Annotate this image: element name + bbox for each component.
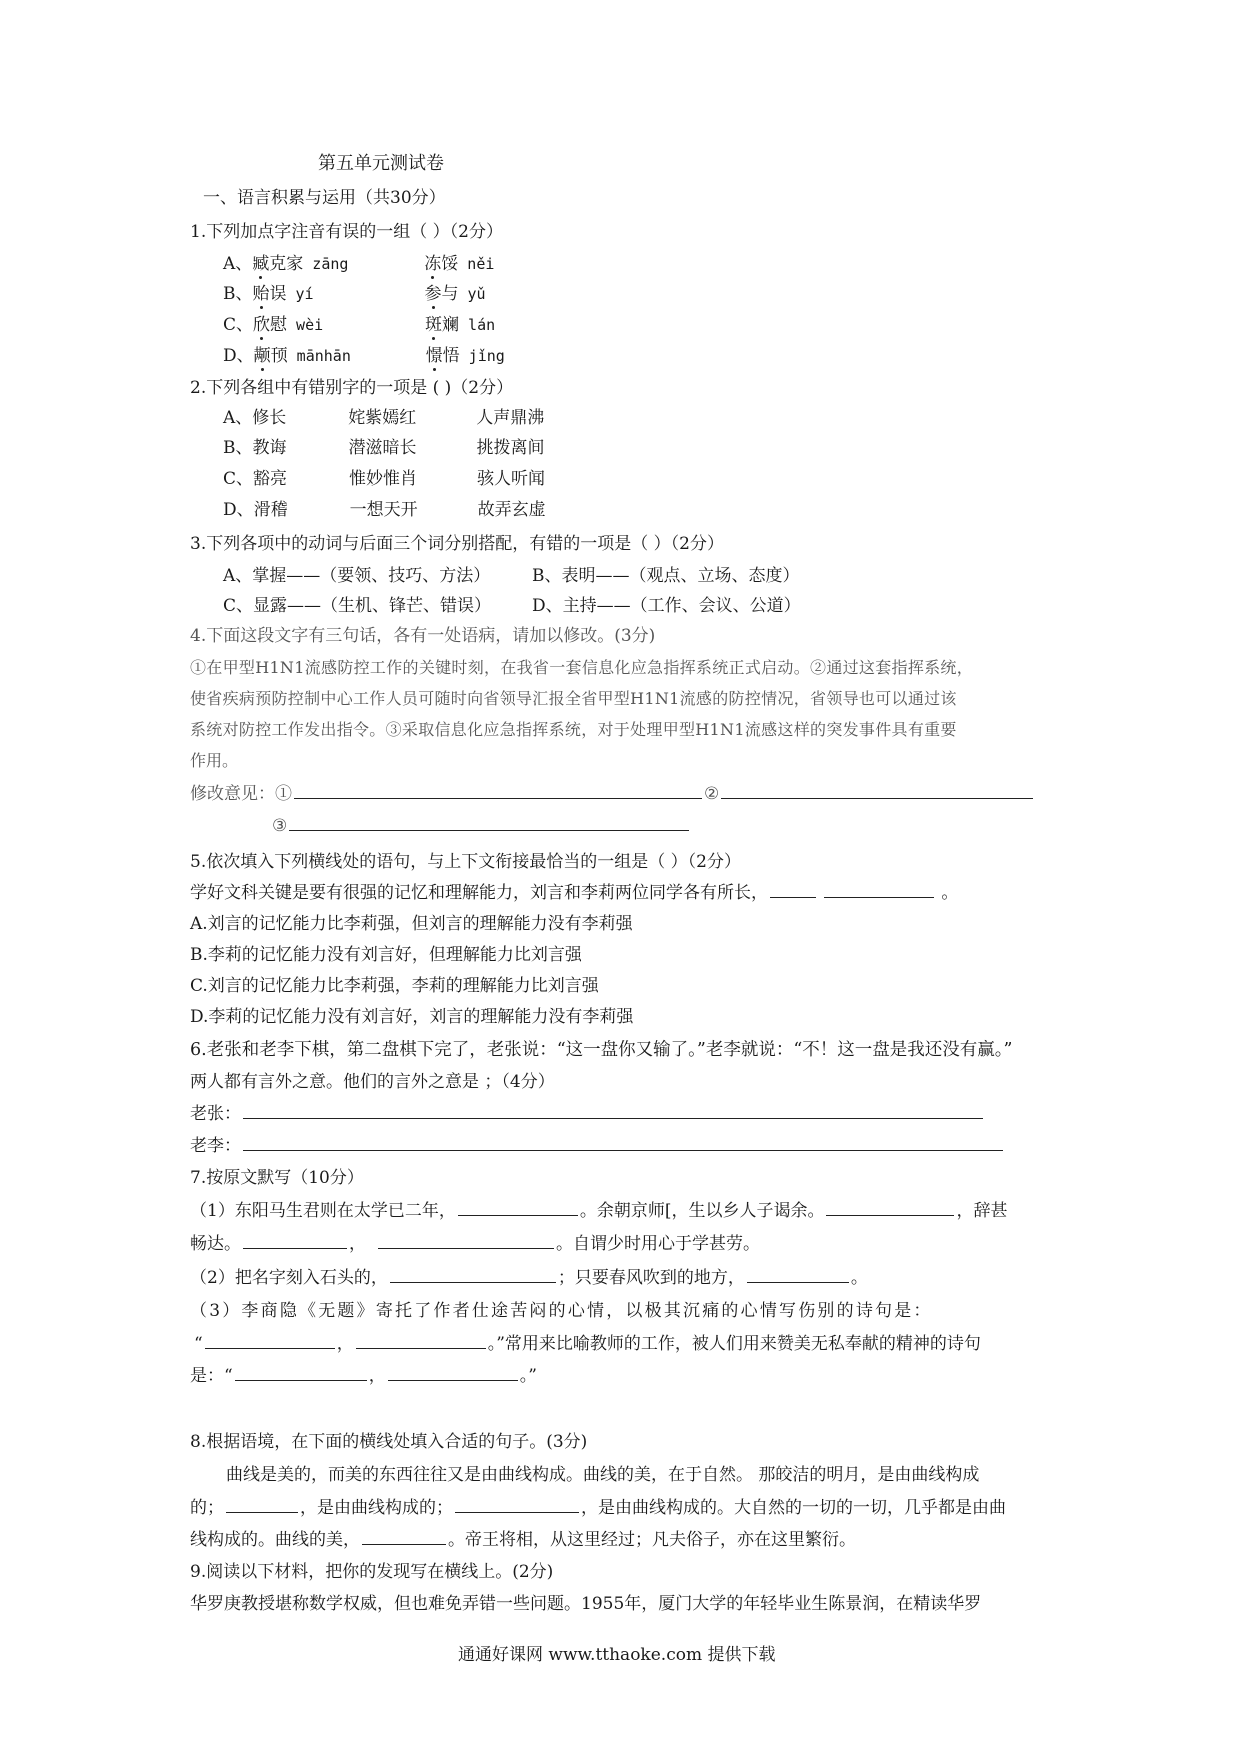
dotted-char: 参 — [424, 284, 442, 304]
text: ，是由曲线构成的； — [300, 1498, 453, 1518]
answer-blank[interactable] — [226, 1494, 298, 1513]
word-a: 修长 — [252, 408, 287, 428]
answer-blank[interactable] — [243, 1100, 983, 1119]
question-5-option-d: D.李莉的记忆能力没有刘言好，刘言的理解能力没有李莉强 — [190, 1007, 634, 1027]
word-a: 滑稽 — [253, 500, 288, 520]
answer-blank[interactable] — [826, 1197, 954, 1216]
question-4-answer-row-2 — [272, 812, 691, 840]
pinyin: wèi — [287, 316, 324, 334]
text: 的； — [190, 1498, 224, 1518]
text: 。帝王将相，从这里经过；凡夫俗子，亦在这里繁衍。 — [448, 1530, 856, 1550]
question-7-line-2 — [190, 1230, 760, 1258]
word-a: 教诲 — [252, 438, 287, 458]
question-7-line-3 — [190, 1264, 868, 1292]
question-9-stem: 9.阅读以下材料，把你的发现写在横线上。(2分) — [190, 1562, 554, 1582]
answer-blank[interactable] — [390, 1264, 556, 1283]
question-4-paragraph-line: ①在甲型H1N1流感防控工作的关键时刻，在我省一套信息化应急指挥系统正式启动。②通过这套指挥系统， — [190, 658, 974, 677]
question-2-option — [223, 434, 545, 462]
word-with-pinyin — [253, 280, 425, 308]
question-1-stem: 1.下列加点字注音有误的一组（ ）（2分） — [190, 222, 503, 242]
dotted-char: 欣 — [253, 315, 271, 335]
answer-blank[interactable] — [356, 1330, 486, 1349]
word-c: 人声鼎沸 — [476, 408, 545, 428]
pinyin: zāng — [303, 255, 349, 273]
context-end: 。 — [941, 883, 959, 903]
question-4-paragraph-line: 系统对防控工作发出指令。③采取信息化应急指挥系统，对于处理甲型H1N1流感这样的突发事件具有重要 — [190, 720, 957, 739]
answer-blank[interactable] — [289, 812, 689, 831]
word-rest: 与 — [441, 284, 459, 304]
answer-blank[interactable] — [455, 1494, 579, 1513]
text: 。” — [519, 1366, 537, 1386]
question-2-option — [223, 496, 546, 524]
text: ， — [368, 1366, 386, 1386]
question-4-answer-row-1 — [190, 780, 1035, 808]
text: 畅达。 — [190, 1234, 241, 1254]
answer-blank[interactable] — [770, 879, 816, 898]
revision-marker-2: ② — [704, 784, 720, 804]
question-5-stem: 5.依次填入下列横线处的语句，与上下文衔接最恰当的一组是（ ）（2分） — [190, 852, 741, 872]
text: （2）把名字刻入石头的， — [190, 1268, 388, 1288]
text: ，辞甚 — [956, 1201, 1008, 1221]
word-with-pinyin — [253, 311, 425, 339]
question-7-line-4: （3）李商隐《无题》寄托了作者仕途苦闷的心情，以极其沉痛的心情写伤别的诗句是： — [190, 1301, 933, 1321]
option-label: A、 — [223, 408, 253, 428]
question-5-context — [190, 879, 958, 907]
question-6-stem-line-1: 6.老张和老李下棋，第二盘棋下完了，老张说：“这一盘你又输了。”老李就说：“不！这一盘是我还没有赢。” — [190, 1040, 1013, 1060]
answer-blank[interactable] — [362, 1526, 446, 1545]
question-7-line-1 — [190, 1197, 1007, 1225]
answer-blank[interactable] — [824, 879, 934, 898]
text: （1）东阳马生君则在太学已二年， — [190, 1201, 456, 1221]
word-b: 姹紫嫣红 — [348, 408, 417, 428]
answer-blank[interactable] — [243, 1132, 1003, 1151]
pinyin: yǔ — [458, 285, 486, 303]
word-rest: 馁 — [441, 254, 459, 274]
question-3-stem: 3.下列各项中的动词与后面三个词分别搭配，有错的一项是（ ）（2分） — [190, 534, 724, 554]
question-6-stem-line-2: 两人都有言外之意。他们的言外之意是 ；（4分） — [190, 1072, 555, 1092]
question-2-option — [223, 404, 544, 432]
question-1-option — [223, 311, 495, 339]
revision-marker-3: ③ — [272, 816, 288, 836]
word-rest: 斓 — [442, 315, 460, 335]
option-label: D、 — [223, 500, 254, 520]
answer-blank[interactable] — [721, 780, 1033, 799]
pinyin: jǐng — [459, 347, 505, 365]
question-8-line-3 — [190, 1526, 856, 1554]
text: “ — [194, 1334, 203, 1354]
question-1-option — [223, 250, 494, 278]
word-with-pinyin — [254, 342, 426, 370]
dotted-char: 斑 — [425, 315, 443, 335]
pinyin: mānhān — [287, 347, 351, 365]
text: 是：“ — [190, 1366, 233, 1386]
word-c: 故弄玄虚 — [477, 500, 546, 520]
question-3-option-c: C、显露——（生机、锋芒、错误） — [223, 596, 492, 616]
question-7-line-5 — [194, 1330, 981, 1358]
word-b: 潜滋暗长 — [348, 438, 417, 458]
text: 。”常用来比喻教师的工作，被人们用来赞美无私奉献的精神的诗句 — [487, 1334, 981, 1354]
word-rest: 慰 — [270, 315, 288, 335]
section-heading: 一、语言积累与运用（共30分） — [203, 188, 446, 208]
word-a: 豁亮 — [253, 469, 288, 489]
dotted-char: 憬 — [425, 346, 443, 366]
question-4-stem: 4.下面这段文字有三句话，各有一处语病，请加以修改。(3分) — [190, 626, 656, 646]
question-1-option — [223, 280, 486, 308]
text: 。自谓少时用心于学甚劳。 — [556, 1234, 760, 1254]
dotted-char: 贻 — [252, 284, 270, 304]
word-with-pinyin — [252, 250, 424, 278]
question-7-stem: 7.按原文默写（10分） — [190, 1168, 364, 1188]
option-label: B、 — [223, 438, 253, 458]
word-c: 骇人听闻 — [477, 469, 546, 489]
answer-blank[interactable] — [388, 1362, 518, 1381]
dotted-char: 颟 — [253, 346, 271, 366]
question-6-li-row — [190, 1132, 1005, 1160]
question-5-option-b: B.李莉的记忆能力没有刘言好，但理解能力比刘言强 — [190, 945, 582, 965]
word-c: 挑拨离间 — [476, 438, 545, 458]
text: 。余朝京师[，生以乡人子谒余。 — [579, 1201, 825, 1221]
question-4-paragraph-line: 使省疾病预防控制中心工作人员可随时向省领导汇报全省甲型H1N1流感的防控情况，省领导也可以通过该 — [190, 689, 957, 708]
text: ， — [349, 1234, 366, 1254]
option-label: D、 — [223, 346, 254, 366]
question-3-option-b: B、表明——（观点、立场、态度） — [532, 566, 800, 586]
pinyin: něi — [458, 255, 495, 273]
option-label: B、 — [223, 284, 253, 304]
question-9-material: 华罗庚教授堪称数学权威，但也难免弄错一些问题。1955年，厦门大学的年轻毕业生陈景润，在精读华罗 — [190, 1594, 982, 1614]
word-b: 一想天开 — [349, 500, 418, 520]
question-8-line-1: 曲线是美的，而美的东西往往又是由曲线构成。曲线的美，在于自然。 那皎洁的明月，是由曲线构成 — [226, 1465, 980, 1485]
question-8-stem: 8.根据语境，在下面的横线处填入合适的句子。(3分) — [190, 1432, 588, 1452]
question-2-option — [223, 465, 545, 493]
answer-blank[interactable] — [205, 1330, 335, 1349]
option-label: C、 — [223, 469, 254, 489]
answer-blank[interactable] — [294, 780, 702, 799]
answer-blank[interactable] — [235, 1362, 367, 1381]
text: 。 — [850, 1268, 868, 1288]
text: ，是由曲线构成的。大自然的一切的一切，几乎都是由曲 — [581, 1498, 1006, 1518]
context-text: 学好文科关键是要有很强的记忆和理解能力，刘言和李莉两位同学各有所长， — [190, 883, 768, 903]
answer-blank[interactable] — [458, 1197, 578, 1216]
pinyin: lán — [459, 316, 496, 334]
page-footer: 通通好课网 www.tthaoke.com 提供下载 — [458, 1645, 776, 1665]
pinyin: yí — [286, 285, 314, 303]
question-3-option-d: D、主持——（工作、会议、公道） — [532, 596, 801, 616]
question-5-option-c: C.刘言的记忆能力比李莉强，李莉的理解能力比刘言强 — [190, 976, 599, 996]
page-title: 第五单元测试卷 — [318, 153, 444, 174]
option-label: C、 — [223, 315, 254, 335]
answer-blank[interactable] — [747, 1264, 849, 1283]
question-7-line-6 — [190, 1362, 537, 1390]
word-rest: 顸 — [270, 346, 288, 366]
option-label: A、 — [223, 254, 253, 274]
dotted-char: 臧 — [252, 254, 270, 274]
li-label: 老李： — [190, 1136, 241, 1156]
word-b: 惟妙惟肖 — [349, 469, 418, 489]
question-5-option-a: A.刘言的记忆能力比李莉强，但刘言的理解能力没有李莉强 — [190, 914, 633, 934]
word-rest: 克家 — [269, 254, 304, 274]
question-6-zhang-row — [190, 1100, 985, 1128]
answer-blank[interactable] — [243, 1230, 347, 1249]
answer-blank[interactable] — [378, 1230, 554, 1249]
question-8-line-2 — [190, 1494, 1006, 1522]
text: 线构成的。曲线的美， — [190, 1530, 360, 1550]
text: ， — [336, 1334, 354, 1354]
zhang-label: 老张： — [190, 1104, 241, 1124]
question-2-stem: 2.下列各组中有错别字的一项是 ( )（2分） — [190, 378, 514, 398]
question-3-option-a: A、掌握——（要领、技巧、方法） — [223, 566, 491, 586]
question-4-paragraph-line: 作用。 — [190, 751, 239, 770]
word-rest: 悟 — [442, 346, 460, 366]
text: ；只要春风吹到的地方， — [557, 1268, 745, 1288]
word-rest: 误 — [269, 284, 287, 304]
revision-label: 修改意见：① — [190, 784, 292, 804]
dotted-char: 冻 — [424, 254, 442, 274]
question-1-option — [223, 342, 505, 370]
